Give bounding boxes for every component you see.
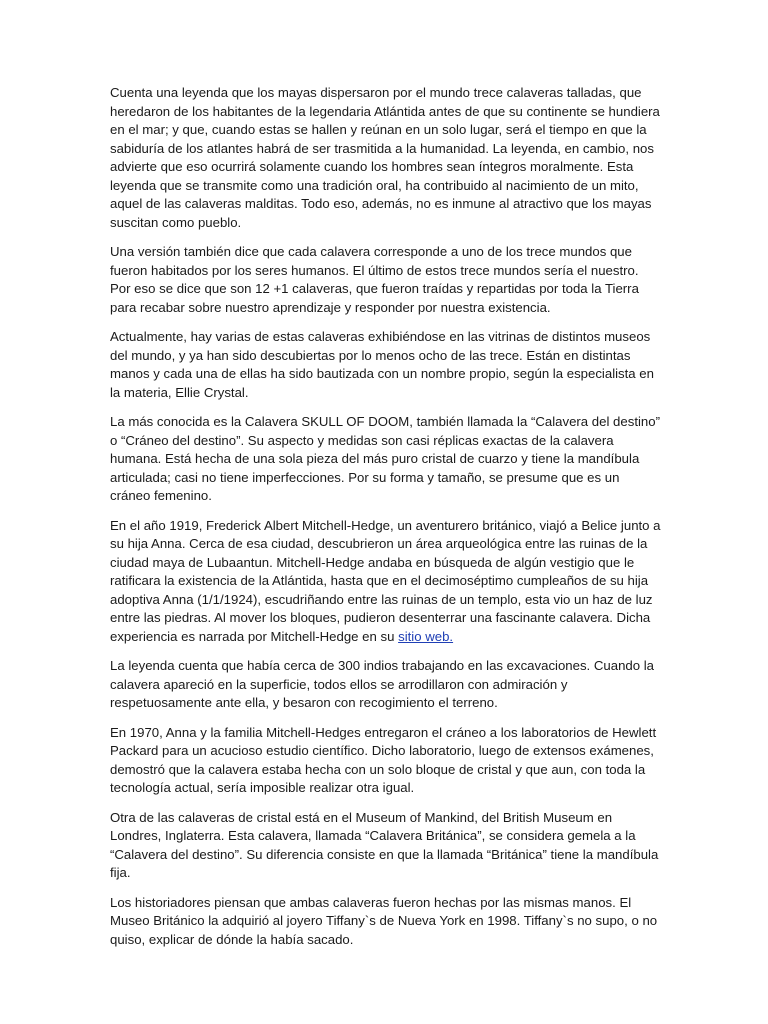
paragraph-mitchell-hedge bbox=[110, 517, 662, 647]
sitio-web-link[interactable]: sitio web. bbox=[398, 628, 454, 644]
document-page bbox=[110, 84, 662, 960]
paragraph-historians: Los historiadores piensan que ambas calaveras fueron hechas por las mismas manos. El Museo Británico la adquirió al joyero Tiffany`s de Nueva York en 1998. Tiffany`s no supo, o no quiso, explicar de dónde la había sacado. bbox=[110, 894, 658, 947]
paragraph-mitchell-hedge-text: En el año 1919, Frederick Albert Mitchell-Hedge, un aventurero británico, viajó a Belice junto a su hija Anna. Cerca de esa ciudad, descubrieron un área arqueológica entre las ruinas de la ciudad maya de Lubaantun. Mitchell-Hedge andaba en búsqueda de algún vestigio que le ratificara la existencia de la Atlántida, hasta que en el decimoséptimo cumpleaños de su hija adoptiva Anna (1/1/1924), escudriñando entre las ruinas de un templo, esta vio un haz de luz entre las piedras. Al mover los bloques, pudieron desenterrar una fascinante calavera. Dicha experiencia es narrada por Mitchell-Hedge en su bbox=[110, 517, 661, 644]
paragraph-museums: Actualmente, hay varias de estas calaveras exhibiéndose en las vitrinas de distintos museos del mundo, y ya han sido descubiertas por lo menos ocho de las trece. Están en distintas manos y cada una de ellas ha sido bautizada con un nombre propio, según la especialista en la materia, Ellie Crystal. bbox=[110, 329, 654, 400]
paragraph-legend: Cuenta una leyenda que los mayas dispersaron por el mundo trece calaveras talladas, que heredaron de los habitantes de la legendaria Atlántida antes de que su continente se hundiera en el mar; y que, cuando estas se hallen y reúnan en un solo lugar, será el tiempo en que la sabiduría de los atlantes habrá de ser trasmitida a la humanidad. La leyenda, en cambio, nos advierte que eso ocurrirá solamente cuando los hombres sean íntegros moralmente. Esta leyenda que se transmite como una tradición oral, ha contribuido al nacimiento de un mito, aquel de las calaveras malditas. Todo eso, además, no es inmune al atractivo que los mayas suscitan como pueblo. bbox=[110, 85, 660, 230]
paragraph-british-museum: Otra de las calaveras de cristal está en el Museum of Mankind, del British Museum en Londres, Inglaterra. Esta calavera, llamada “Calavera Británica”, se considera gemela a la “Calavera del destino”. Su diferencia consiste en que la llamada “Británica” tiene la mandíbula fija. bbox=[110, 809, 659, 880]
paragraph-excavations: La leyenda cuenta que había cerca de 300 indios trabajando en las excavaciones. Cuando la calavera apareció en la superficie, todos ellos se arrodillaron con admiración y respetuosamente ante ella, y besaron con recogimiento el terreno. bbox=[110, 658, 655, 710]
paragraph-hewlett-packard: En 1970, Anna y la familia Mitchell-Hedges entregaron el cráneo a los laboratorios de Hewlett Packard para un acucioso estudio científico. Dicho laboratorio, luego de extensos exámenes, demostró que la calavera estaba hecha con un solo bloque de cristal y que aun, con toda la tecnología actual, sería imposible realizar otra igual. bbox=[110, 724, 657, 795]
paragraph-thirteen-worlds: Una versión también dice que cada calavera corresponde a uno de los trece mundos que fueron habitados por los seres humanos. El último de estos trece mundos sería el nuestro. Por eso se dice que son 12 +1 calaveras, que fueron traídas y repartidas por toda la Tierra para recabar sobre nuestro aprendizaje y responder por nuestra existencia. bbox=[110, 244, 639, 315]
paragraph-skull-of-doom: La más conocida es la Calavera SKULL OF DOOM, también llamada la “Calavera del destino” o “Cráneo del destino”. Su aspecto y medidas son casi réplicas exactas de la calavera humana. Está hecha de una sola pieza del más puro cristal de cuarzo y tiene la mandíbula articulada; casi no tiene imperfecciones. Por su forma y tamaño, se presume que es un cráneo femenino. bbox=[110, 414, 660, 503]
